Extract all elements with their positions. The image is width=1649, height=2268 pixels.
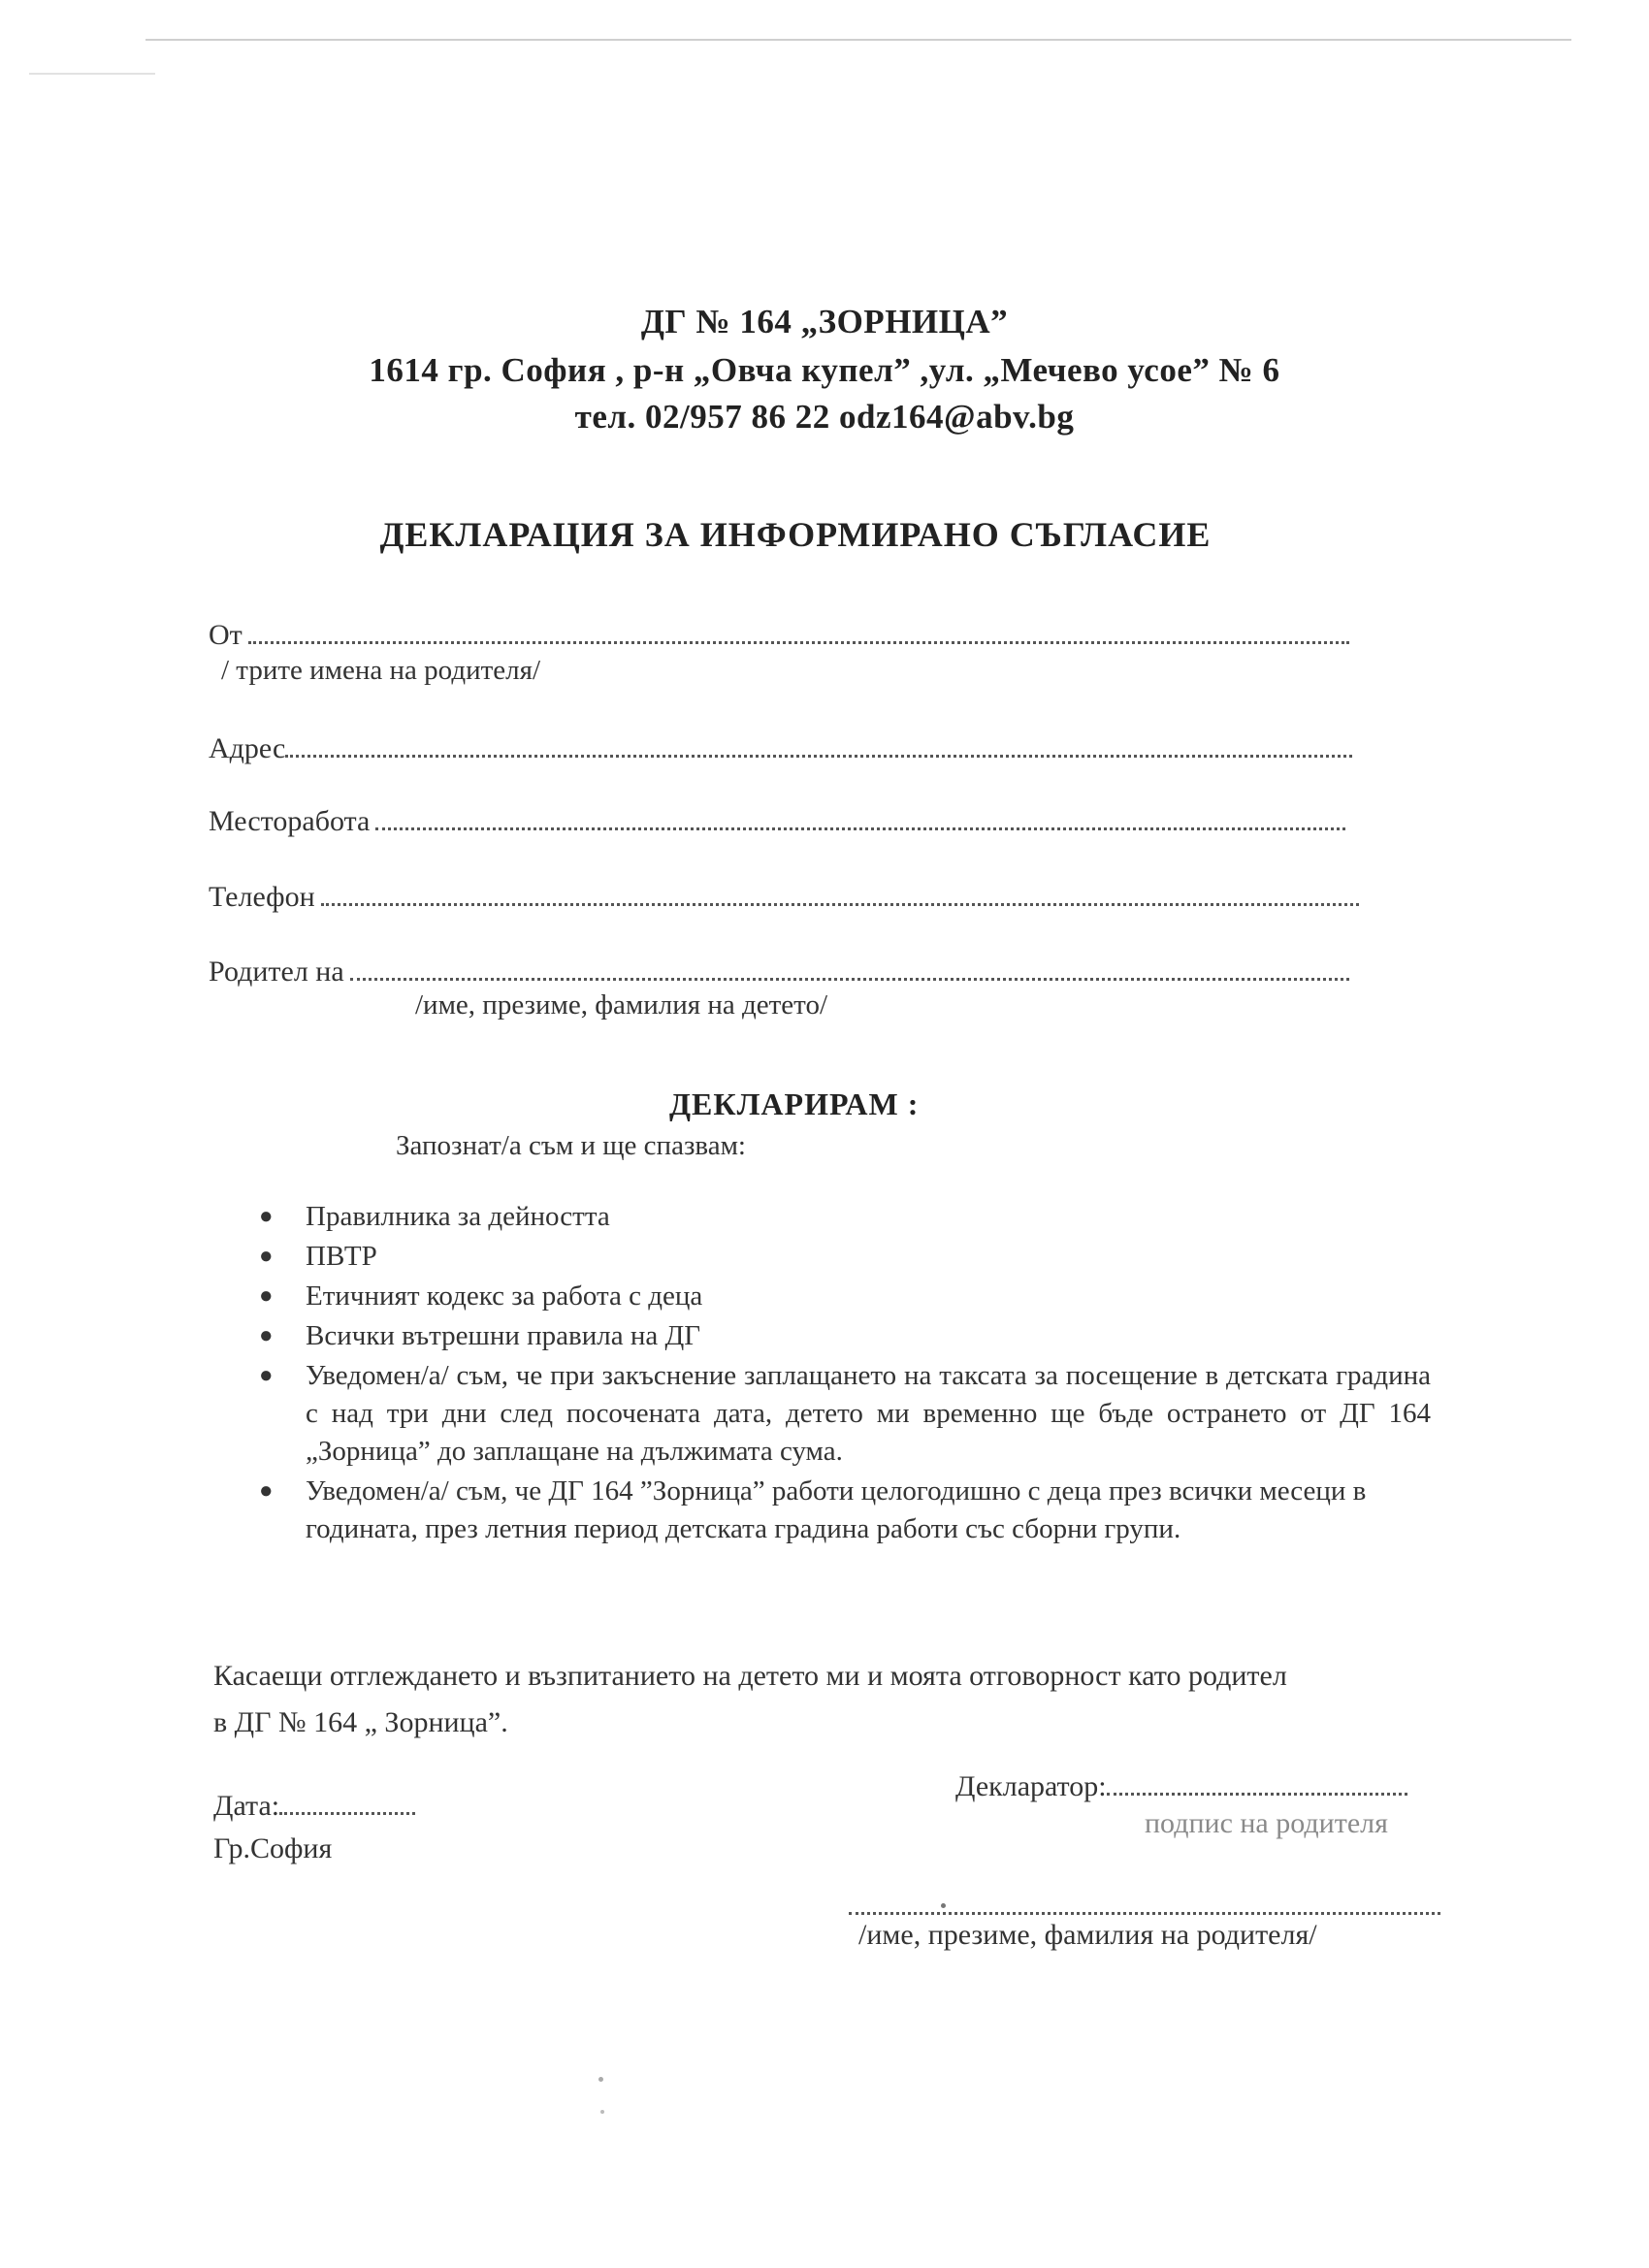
scan-speck bbox=[600, 2110, 604, 2114]
parent-of-line bbox=[350, 958, 1349, 981]
parent-of-label: Родител на bbox=[209, 956, 344, 988]
kindergarten-contact: тел. 02/957 86 22 odz164@abv.bg bbox=[574, 398, 1075, 436]
declarator-label: Декларатор: bbox=[955, 1770, 1107, 1802]
scan-edge-line-short bbox=[29, 73, 155, 75]
address-label: Адрес bbox=[209, 732, 286, 764]
phone-line bbox=[321, 884, 1359, 906]
kindergarten-name: ДГ № 164 „ЗОРНИЦА” bbox=[640, 303, 1009, 340]
from-field bbox=[209, 619, 1349, 652]
scan-edge-line bbox=[146, 39, 1571, 41]
from-label: От bbox=[209, 619, 242, 651]
city-label: Гр.София bbox=[213, 1832, 333, 1864]
workplace-label: Месторабота bbox=[209, 805, 371, 837]
from-line bbox=[248, 622, 1349, 644]
kindergarten-address: 1614 гр. София , р-н „Овча купел” ,ул. „Мечево усое” № 6 bbox=[369, 351, 1280, 389]
from-hint: / трите имена на родителя/ bbox=[221, 655, 541, 686]
list-item: ● Етичният кодекс за работа с деца bbox=[257, 1278, 1450, 1315]
closing-text-line2: в ДГ № 164 „ Зорница”. bbox=[213, 1706, 508, 1738]
phone-label: Телефон bbox=[209, 881, 315, 913]
parent-of-hint: /име, презиме, фамилия на детето/ bbox=[415, 989, 828, 1021]
document-title: ДЕКЛАРАЦИЯ ЗА ИНФОРМИРАНО СЪГЛАСИЕ bbox=[379, 515, 1212, 554]
date-field bbox=[213, 1787, 415, 1826]
list-item: ● Правилника за дейността bbox=[257, 1198, 1450, 1236]
date-line bbox=[279, 1795, 415, 1815]
list-item: ● Уведомен/а/ съм, че ДГ 164 ”Зорница” работи целогодишно с деца през всички месеци в годината, през летния период детската градина работи със сборни групи. bbox=[257, 1473, 1450, 1548]
scan-speck bbox=[941, 1903, 946, 1908]
name-hint: /име, презиме, фамилия на родителя/ bbox=[858, 1919, 1317, 1951]
bullet-icon: ● bbox=[259, 1283, 274, 1309]
phone-field bbox=[209, 881, 1359, 914]
closing-text-line1: Касаещи отглеждането и възпитанието на детето ми и моята отговорност като родител bbox=[213, 1660, 1287, 1692]
workplace-field bbox=[209, 805, 1345, 838]
list-item: ● Всички вътрешни правила на ДГ bbox=[257, 1317, 1450, 1355]
scan-speck bbox=[598, 2077, 603, 2082]
declaration-list bbox=[257, 1198, 1450, 1550]
bullet-icon: ● bbox=[259, 1478, 274, 1504]
workplace-line bbox=[375, 808, 1345, 830]
declarator-field bbox=[955, 1767, 1407, 1806]
bullet-icon: ● bbox=[259, 1204, 274, 1229]
date-label: Дата: bbox=[213, 1790, 280, 1822]
bullet-icon: ● bbox=[259, 1323, 274, 1348]
address-field bbox=[209, 732, 1352, 765]
list-item: ● ПВТР bbox=[257, 1238, 1450, 1276]
parent-of-field bbox=[209, 956, 1349, 988]
declare-heading: ДЕКЛАРИРАМ : bbox=[669, 1086, 920, 1121]
bullet-icon: ● bbox=[259, 1244, 274, 1269]
address-line bbox=[285, 735, 1352, 758]
declarator-signature-line bbox=[1107, 1775, 1407, 1796]
bullet-icon: ● bbox=[259, 1363, 274, 1388]
signature-hint: подпис на родителя bbox=[1145, 1807, 1388, 1839]
list-item: ● Уведомен/а/ съм, че при закъснение заплащането на таксата за посещение в детската градина с над три дни след посочената дата, детето ми временно ще бъде острането от ДГ 164 „Зорница” до заплащане на дължимата сума. bbox=[257, 1357, 1450, 1471]
declare-intro: Запознат/а съм и ще спазвам: bbox=[396, 1130, 746, 1161]
